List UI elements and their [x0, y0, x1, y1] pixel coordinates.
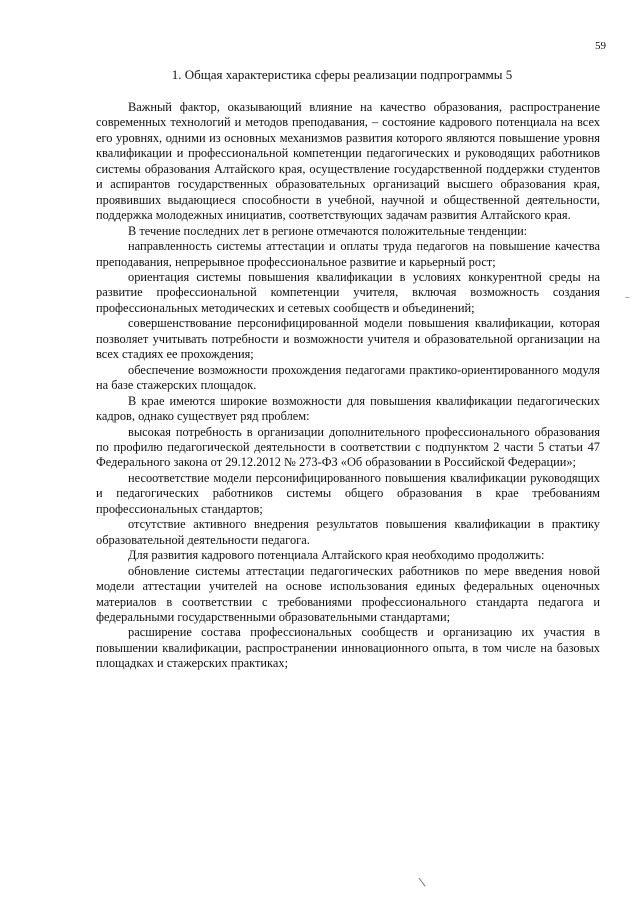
paragraph: Важный фактор, оказывающий влияние на качество образования, распространение современных технологий и методов преподавания, – состояние кадрового потенциала на всех его уровнях, одними из основных механизмов развития которого являются повышение уровня квалификации и профессиональной компетенции педагогических и руководящих работников системы образования Алтайского края, осуществление государственной поддержки студентов и аспирантов государственных образовательных организаций высшего образования края, проявивших выдающиеся способности в учебной, научной и общественной деятельности, поддержка молодежных инициатив, соответствующих задачам развития Алтайского края. [96, 100, 600, 223]
paragraph: Для развития кадрового потенциала Алтайского края необходимо продолжить: [128, 548, 545, 563]
paragraph: направленность системы аттестации и оплаты труда педагогов на повышение качества преподавания, непрерывное профессиональное развитие и карьерный рост; [96, 239, 600, 269]
paragraph: обеспечение возможности прохождения педагогами практико-ориентированного модуля на базе стажерских площадок. [96, 362, 600, 393]
paragraph: ориентация системы повышения квалификации в условиях конкурентной среды на развитие профессиональной компетенции учителя, включая возможность создания профессиональных методических и сетевых сообществ и объединений; [96, 269, 600, 315]
paragraph: В течение последних лет в регионе отмечаются положительные тенденции: [128, 223, 528, 238]
scan-mark: \ [417, 874, 427, 890]
paragraph: В крае имеются широкие возможности для повышения квалификации педагогических кадров, однако существует ряд проблем: [96, 393, 600, 424]
scan-mark: – [625, 292, 630, 303]
paragraph: отсутствие активного внедрения результатов повышения квалификации в практику образовательной деятельности педагога. [96, 517, 600, 547]
paragraph: несоответствие модели персонифицированного повышения квалификации руководящих и педагогических работников системы общего образования в крае требованиям профессиональных стандартов; [96, 470, 600, 516]
section-title: 1. Общая характеристика сферы реализации подпрограммы 5 [171, 67, 513, 82]
page-number: 59 [595, 40, 606, 52]
paragraph: расширение состава профессиональных сообществ и организацию их участия в повышении квалификации, распространении инновационного опыта, в том числе на базовых площадках и стажерских практиках; [96, 625, 600, 671]
body-text [96, 100, 600, 672]
paragraph: обновление системы аттестации педагогических работников по мере введения новой модели аттестации учителей на основе использования единых федеральных оценочных материалов в соответствии с требованиями профессионального стандарта педагога и федеральными государственными образовательными стандартами; [96, 563, 600, 624]
paragraph: высокая потребность в организации дополнительного профессионального образования по профилю педагогической деятельности в соответствии с подпунктом 2 части 5 статьи 47 Федерального закона от 29.12.2012 № 273-ФЗ «Об образовании в Российской Федерации»; [96, 424, 600, 470]
paragraph: совершенствование персонифицированной модели повышения квалификации, которая позволяет учитывать потребности и возможности учителя и образовательной организации на всех стадиях ее прохождения; [96, 316, 600, 362]
